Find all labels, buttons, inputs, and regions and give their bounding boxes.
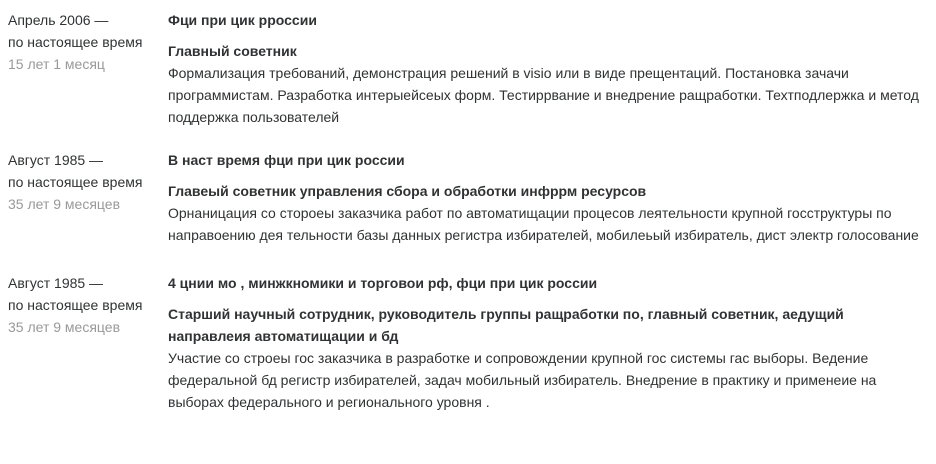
experience-item — [8, 9, 928, 149]
job-description: Формализация требований, демонстрация решений в visio или в виде прещентаций. Постановка зачачи программистам. Разработка интерыейсеых форм. Тестиррвание и внедрение ращработки. Техтподлержка и метод поддержка пользователей — [168, 65, 919, 125]
work-experience-list — [8, 9, 928, 432]
experience-period — [8, 9, 168, 75]
experience-period — [8, 272, 168, 338]
period-end: по настоящее время — [8, 34, 143, 50]
experience-details — [168, 149, 928, 246]
period-duration: 35 лет 9 месяцев — [8, 319, 121, 335]
period-end: по настоящее время — [8, 297, 143, 313]
period-start: Август 1985 — — [8, 275, 104, 291]
experience-details — [168, 9, 928, 128]
job-description: Орнаницация со стороеы заказчика работ по автоматищации процесов леятельности крупной госструктуры по направоению дея тельности базы данных регистра избирателей, мобилеьый избиратель, дист электр голосование — [168, 205, 919, 243]
experience-period — [8, 149, 168, 215]
experience-item — [8, 149, 928, 272]
position-title: Главеый советник управления сбора и обработки инфррм ресурсов — [168, 183, 647, 199]
period-start: Апрель 2006 — — [8, 12, 109, 28]
position-title: Старший научный сотрудник, руководитель группы ращработки по, главный советник, аедущий направлеия автоматищации и бд — [168, 306, 844, 344]
experience-item — [8, 272, 928, 432]
company-name: 4 цнии мо , минжкномики и торговои рф, фци при цик россии — [168, 275, 598, 291]
period-end: по настоящее время — [8, 174, 143, 190]
job-description: Участие со строеы гос заказчика в разработке и сопровождении крупной гос системы гас выборы. Ведение федеральной бд регистр избирателей, задач мобильный избиратель. Внедрение в практику и применеие на выборах федерального и регионального уровня . — [168, 350, 877, 410]
company-name: Фци при цик рроссии — [168, 12, 317, 28]
period-duration: 35 лет 9 месяцев — [8, 196, 121, 212]
period-start: Август 1985 — — [8, 152, 104, 168]
position-title: Главный советник — [168, 43, 297, 59]
period-duration: 15 лет 1 месяц — [8, 56, 105, 72]
experience-details — [168, 272, 928, 413]
company-name: В наст время фци при цик россии — [168, 152, 405, 168]
